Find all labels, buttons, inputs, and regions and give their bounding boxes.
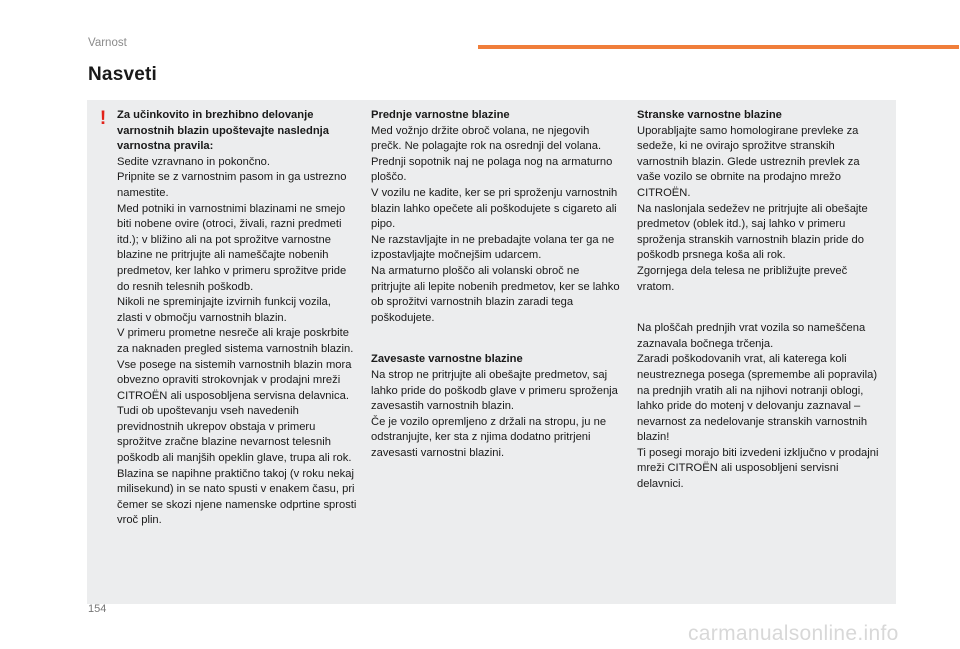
page-title: Nasveti bbox=[88, 64, 157, 85]
general-rule: Nikoli ne spreminjajte izvirnih funkcij vozila, zlasti v območju varnostnih blazin. bbox=[117, 296, 331, 324]
door-sensors-paragraph: Ti posegi morajo biti izvedeni izključno v prodajni mreži CITROËN ali usposobljeni servisni delavnici. bbox=[637, 446, 879, 491]
front-airbags-heading: Prednje varnostne blazine bbox=[371, 109, 510, 121]
curtain-airbags-paragraph: Na strop ne pritrjujte ali obešajte predmetov, saj lahko pride do poškodb glave v primeru sproženja zavesastih varnostnih blazin. bbox=[371, 368, 618, 413]
curtain-airbags-heading: Zavesaste varnostne blazine bbox=[371, 353, 523, 366]
side-airbags-paragraph: Zgornjega dela telesa ne približujte preveč vratom. bbox=[637, 264, 848, 293]
column-side-airbags bbox=[637, 108, 885, 493]
door-sensors-paragraph: Zaradi poškodovanih vrat, ali katerega koli neustreznega posega (spremembe ali popravila) na prednjih vratih ali na njihovi notranji oblogi, lahko pride do motenj v delovanju zaznaval – nevarnost za nedelovanje stranskih varnostnih blazin! bbox=[637, 353, 878, 444]
general-rule: Med potniki in varnostnimi blazinami ne smejo biti nobene ovire (otroci, živali, razni predmeti itd.); v bližino ali na pot sprožitve varnostne blazine ne pritrjujte ali nameščajte nobenih predmetov, ker lahko v primeru sprožitve pride do resnih telesnih poškodb. bbox=[117, 202, 347, 293]
front-airbags-paragraph: Med vožnjo držite obroč volana, ne njegovih prečk. Ne polagajte rok na osrednji del volana. bbox=[371, 124, 602, 153]
general-rule: Sedite vzravnano in pokončno. bbox=[117, 155, 270, 168]
side-airbags-heading: Stranske varnostne blazine bbox=[637, 109, 782, 121]
curtain-airbags-paragraph: Če je vozilo opremljeno z držali na stropu, ju ne odstranjujte, ker sta z njima dodatno pritrjeni zavesasti varnostni blazini. bbox=[371, 415, 607, 459]
general-rule: V primeru prometne nesreče ali kraje poskrbite za naknaden pregled sistema varnostnih blazin. bbox=[117, 327, 354, 355]
column-front-curtain-airbags bbox=[371, 108, 621, 461]
front-airbags-paragraph: Prednji sopotnik naj ne polaga nog na armaturno ploščo. bbox=[371, 155, 613, 184]
watermark: carmanualsonline.info bbox=[688, 622, 899, 645]
general-rule: Vse posege na sistemih varnostnih blazin mora obvezno opraviti strokovnjak v prodajni mreži CITROËN ali usposobljena servisna delavnica. bbox=[117, 358, 352, 402]
door-sensors-paragraph: Na ploščah prednjih vrat vozila so nameščena zaznavala bočnega trčenja. bbox=[637, 322, 866, 350]
side-airbags-paragraph: Uporabljajte samo homologirane prevleke za sedeže, ki ne ovirajo sprožitve stranskih varnostnih blazin. Glede ustreznih prevlek za vaše vozilo se obrnite na prodajno mrežo CITROËN. bbox=[637, 124, 860, 199]
general-rule: Pripnite se z varnostnim pasom in ga ustrezno namestite. bbox=[117, 171, 347, 199]
front-airbags-paragraph: V vozilu ne kadite, ker se pri sproženju varnostnih blazin lahko opečete ali poškodujete s cigareto ali pipo. bbox=[371, 186, 618, 231]
side-airbags-paragraph: Na naslonjala sedežev ne pritrjujte ali obešajte predmetov (oblek itd.), saj lahko v primeru sproženja stranskih varnostnih blazin pride do poškodb prsnega koša ali rok. bbox=[637, 202, 868, 262]
front-airbags-paragraph: Ne razstavljajte in ne prebadajte volana ter ga ne izpostavljajte močnejšim udarcem. bbox=[371, 233, 615, 262]
general-rule: Tudi ob upoštevanju vseh navedenih previdnostnih ukrepov obstaja v primeru sprožitve zračne blazine nevarnost telesnih poškodb ali manjših opeklin glave, trupa ali rok. Blazina se napihne praktično takoj (v roku nekaj milisekund) in se nato spusti v enakem času, pri čemer se skozi njene namenske odprtine sprosti vroč plin. bbox=[117, 405, 357, 527]
column-general-rules bbox=[117, 108, 357, 529]
section-label: Varnost bbox=[88, 37, 127, 49]
header-accent-bar bbox=[478, 45, 959, 49]
general-rules-heading: Za učinkovito in brezhibno delovanje varnostnih blazin upoštevajte naslednja varnostna pravila: bbox=[117, 109, 329, 153]
page-number: 154 bbox=[88, 603, 107, 615]
warning-icon: ! bbox=[99, 108, 107, 129]
front-airbags-paragraph: Na armaturno ploščo ali volanski obroč ne pritrjujte ali lepite nobenih predmetov, ker se lahko ob sprožitvi varnostnih blazin zaradi tega poškodujete. bbox=[371, 264, 620, 324]
